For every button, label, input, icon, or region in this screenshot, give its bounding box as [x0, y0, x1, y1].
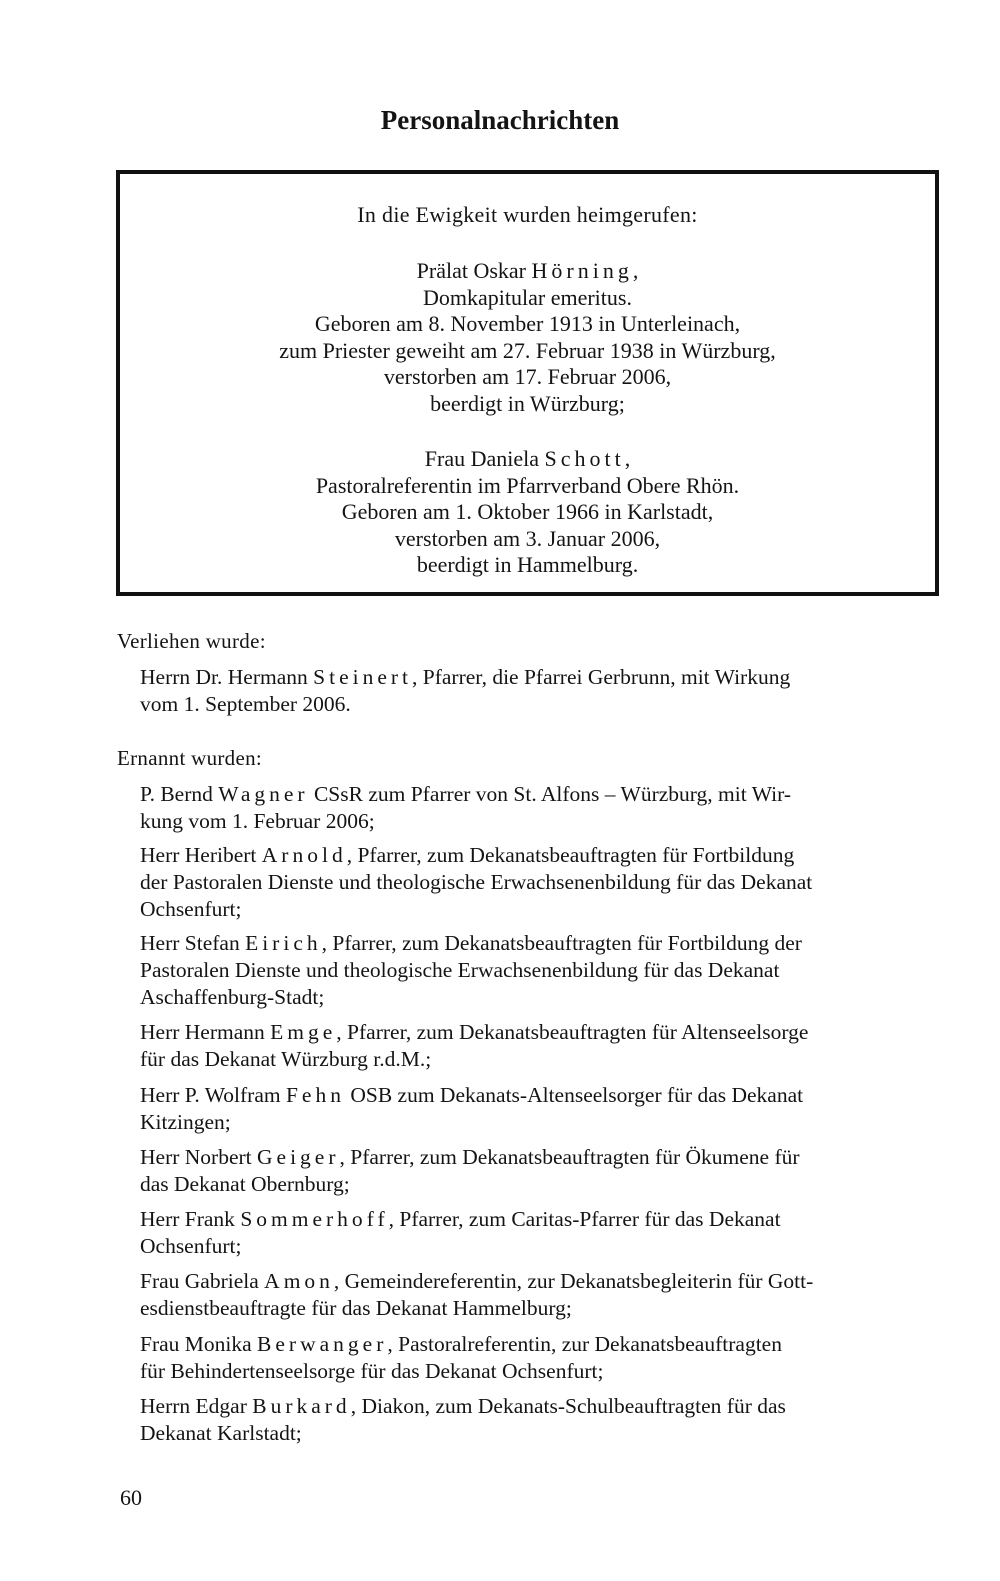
- section-heading: Ernannt wurden:: [117, 746, 263, 770]
- obituary-line: beerdigt in Hammelburg.: [416, 552, 639, 577]
- surname: Sommerhoff: [240, 1207, 389, 1231]
- list-item: Herrn Dr. Hermann Steinert, Pfarrer, die Pfarrei Gerbrunn, mit Wirkung vom 1. September 2006.: [140, 665, 791, 716]
- obituary-box: [116, 170, 939, 596]
- page-title: Personalnachrichten: [380, 105, 620, 135]
- obituary-line: verstorben am 3. Januar 2006,: [394, 525, 661, 551]
- list-item: Herr P. Wolfram Fehn OSB zum Dekanats-Altenseelsorger für das Dekanat Kitzingen;: [140, 1083, 804, 1134]
- obituary-line: Geboren am 1. Oktober 1966 in Karlstadt,: [341, 499, 714, 524]
- surname: Wagner: [218, 782, 309, 806]
- surname: Hörning: [531, 258, 633, 283]
- obituary-line: Domkapitular emeritus.: [423, 284, 632, 310]
- list-item: Herr Stefan Eirich, Pfarrer, zum Dekanatsbeauftragten für Fortbildung der Pastoralen Dienste und theologische Erwachsenenbildung für das Dekanat Aschaffenburg-Stadt;: [140, 931, 802, 1009]
- surname: Geiger: [257, 1145, 340, 1169]
- obituary-intro: In die Ewigkeit wurden heimgerufen:: [357, 202, 698, 227]
- surname: Berwanger: [257, 1332, 388, 1356]
- surname: Eirich: [245, 931, 322, 955]
- obituary-entry: [120, 446, 935, 579]
- surname: Steinert: [313, 665, 413, 689]
- obituary-line: zum Priester geweiht am 27. Februar 1938 in Würzburg,: [279, 337, 776, 363]
- obituary-line: beerdigt in Würzburg;: [430, 390, 625, 416]
- surname: Schott: [544, 446, 625, 471]
- obituary-name-line: Prälat Oskar Hörning,: [416, 258, 639, 283]
- list-item: Frau Monika Berwanger, Pastoralreferentin, zur Dekanatsbeauftragten für Behindertenseelsorge für das Dekanat Ochsenfurt;: [140, 1332, 782, 1383]
- obituary-line: Geboren am 8. November 1913 in Unterleinach,: [314, 311, 741, 336]
- surname: Fehn: [285, 1083, 345, 1107]
- surname: Arnold: [261, 843, 347, 867]
- list-item: Herr Norbert Geiger, Pfarrer, zum Dekanatsbeauftragten für Ökumene für das Dekanat Obernburg;: [140, 1145, 800, 1196]
- list-item: Herr Heribert Arnold, Pfarrer, zum Dekanatsbeauftragten für Fortbildung der Pastoralen Dienste und theologische Erwachsenenbildung für das Dekanat Ochsenfurt;: [140, 843, 813, 921]
- surname: Amon: [264, 1269, 334, 1293]
- list-item: Herr Hermann Emge, Pfarrer, zum Dekanatsbeauftragten für Altenseelsorge für das Dekanat Würzburg r.d.M.;: [140, 1020, 809, 1071]
- obituary-entry: [120, 258, 935, 417]
- surname: Emge: [270, 1020, 337, 1044]
- obituary-name-line: Frau Daniela Schott,: [424, 446, 631, 471]
- page-number: 60: [120, 1485, 142, 1510]
- list-item: P. Bernd Wagner CSsR zum Pfarrer von St. Alfons – Würzburg, mit Wir- kung vom 1. Februar 2006;: [140, 782, 792, 833]
- list-item: Herr Frank Sommerhoff, Pfarrer, zum Caritas-Pfarrer für das Dekanat Ochsenfurt;: [140, 1207, 781, 1258]
- obituary-line: verstorben am 17. Februar 2006,: [383, 364, 672, 389]
- list-item: Herrn Edgar Burkard, Diakon, zum Dekanats-Schulbeauftragten für das Dekanat Karlstadt;: [140, 1394, 786, 1445]
- section-heading: Verliehen wurde:: [117, 629, 266, 653]
- surname: Burkard: [252, 1394, 351, 1418]
- list-item: Frau Gabriela Amon, Gemeindereferentin, zur Dekanatsbegleiterin für Gott- esdienstbeauftragte für das Dekanat Hammelburg;: [140, 1269, 814, 1320]
- obituary-line: Pastoralreferentin im Pfarrverband Obere Rhön.: [315, 472, 740, 498]
